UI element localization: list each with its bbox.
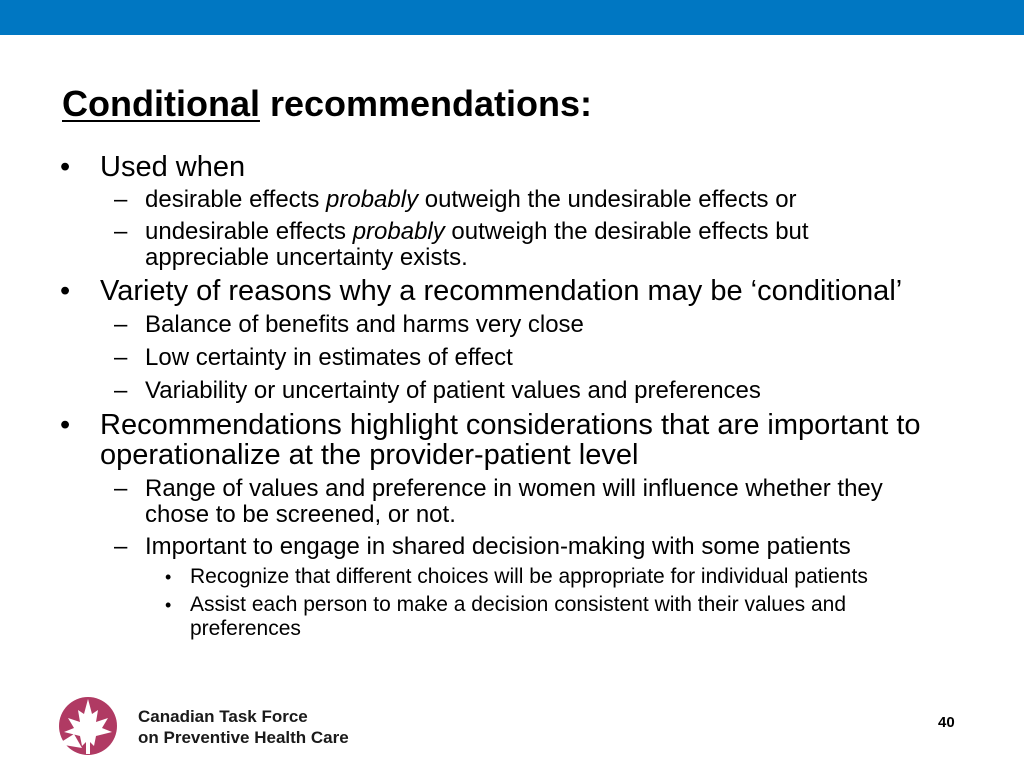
text-part: desirable effects — [145, 186, 326, 213]
text-part: – Range of values and preference in women will influence whether they — [145, 475, 883, 502]
text-part: preferences — [190, 617, 301, 640]
bullet-text: Used when — [100, 151, 246, 183]
sub-bullet-range-of-values — [58, 476, 998, 528]
text-part: operationalize at the provider-patient level — [100, 439, 639, 471]
sub-bullet-variability — [58, 378, 998, 404]
text-part: Balance of benefits and harms very close — [145, 311, 584, 338]
slide-title — [62, 80, 592, 128]
title-underlined-word: Conditional — [62, 83, 260, 124]
org-line-1: Canadian Task Force — [138, 707, 308, 726]
title-rest: recommendations: — [259, 83, 593, 124]
text-part: Important to engage in shared decision-making with some patients — [145, 533, 851, 560]
bullet-variety-of-reasons — [58, 276, 998, 306]
emphasis: probably — [352, 218, 445, 245]
text-part: appreciable uncertainty exists. — [145, 244, 468, 271]
text-part: undesirable effects — [145, 218, 353, 245]
bullet-text: Variety of reasons why a recommendation may be ‘conditional’ — [100, 275, 903, 307]
sub-sub-bullet-assist — [58, 593, 998, 641]
text-part: Recognize that different choices will be appropriate for individual patients — [190, 565, 868, 588]
text-part: • Assist each person to make a decision consistent with their values and — [190, 593, 847, 616]
sub-sub-bullet-recognize — [58, 565, 998, 589]
top-banner-bar — [0, 0, 1024, 35]
text-part: outweigh the undesirable effects or — [418, 186, 797, 213]
org-line-2: on Preventive Health Care — [138, 728, 349, 747]
text-part: • Recommendations highlight considerations that are important to — [100, 409, 921, 441]
sub-bullet-undesirable — [58, 219, 998, 271]
organization-name — [138, 706, 349, 748]
sub-bullet-desirable — [58, 187, 998, 213]
bullet-recommendations-highlight — [58, 410, 998, 470]
text-part: Variability or uncertainty of patient values and preferences — [145, 377, 761, 404]
sub-bullet-balance — [58, 312, 998, 338]
page-number: 40 — [938, 714, 955, 731]
text-part: Low certainty in estimates of effect — [145, 344, 513, 371]
emphasis: probably — [326, 186, 419, 213]
sub-bullet-low-certainty — [58, 345, 998, 371]
sub-bullet-shared-decision — [58, 534, 998, 560]
maple-leaf-logo-icon — [54, 694, 122, 756]
bullet-used-when — [58, 152, 998, 182]
text-part: chose to be screened, or not. — [145, 501, 456, 528]
text-part: outweigh the desirable effects but — [444, 218, 809, 245]
slide-body — [58, 150, 998, 641]
